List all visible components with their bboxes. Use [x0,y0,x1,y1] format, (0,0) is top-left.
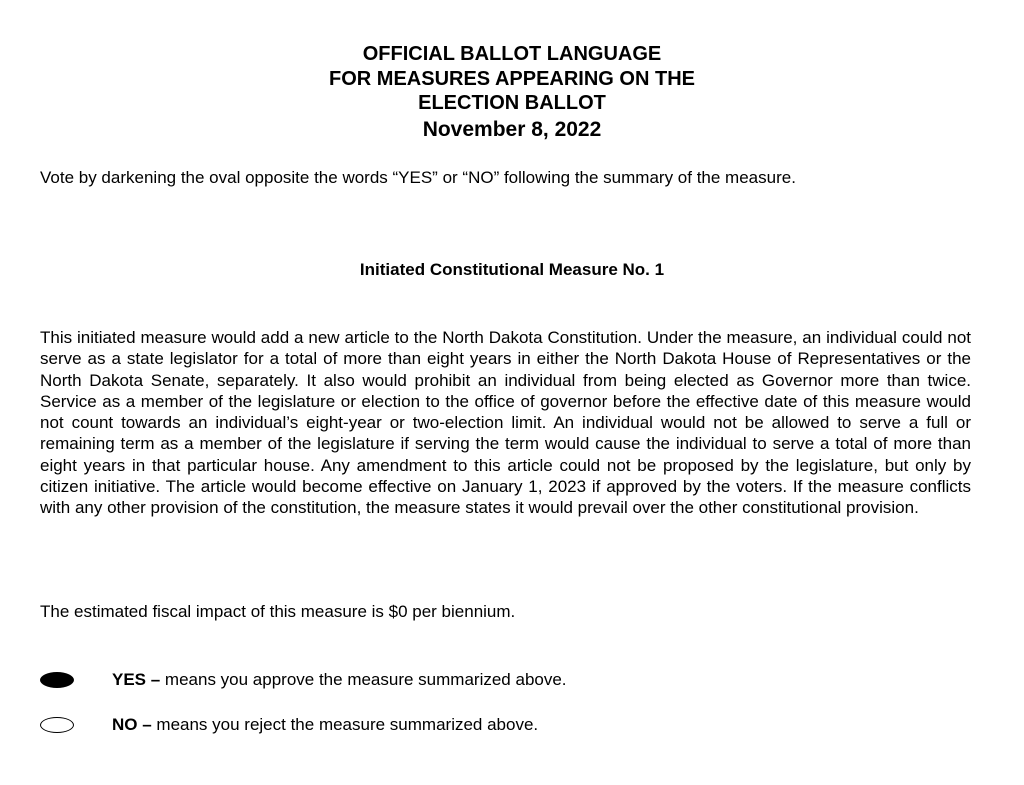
yes-oval[interactable] [40,672,74,688]
no-label: NO – [112,715,152,734]
header-line-2: FOR MEASURES APPEARING ON THE [329,67,695,90]
yes-option-text [112,669,567,691]
measure-title: Initiated Constitutional Measure No. 1 [359,260,665,279]
no-option[interactable] [40,714,740,738]
measure-summary: This initiated measure would add a new article to the North Dakota Constitution. Under the measure, an individual could not serve as a state legislator for a total of more than eight years in either the North Dakota House of Representatives or the North Dakota Senate, separately. It also would prohibit an individual from being elected as Governor more than twice. Service as a member of the legislature or election to the office of governor before the effective date of this measure would not count towards an individual’s eight-year or two-election limit. An individual would not be allowed to serve a full or remaining term as a member of the legislature if serving the term would cause the individual to serve a total of more than eight years in that particular house. Any amendment to this article could not be proposed by the legislature, but only by citizen initiative. The article would become effective on January 1, 2023 if approved by the voters. If the measure conflicts with any other provision of the constitution, the measure states it would prevail over the other constitutional provision. [40,328,971,518]
voting-instructions: Vote by darkening the oval opposite the words “YES” or “NO” following the summary of the measure. [40,168,796,187]
header-line-1: OFFICIAL BALLOT LANGUAGE [362,43,662,65]
no-option-text [112,714,538,736]
yes-option[interactable] [40,669,740,693]
no-oval[interactable] [40,717,74,733]
no-description: means you reject the measure summarized above. [151,715,539,734]
fiscal-impact: The estimated fiscal impact of this measure is $0 per biennium. [40,602,516,621]
ballot-header [0,42,1024,143]
header-line-3: ELECTION BALLOT [418,92,606,114]
yes-description: means you approve the measure summarized above. [160,670,567,689]
election-date: November 8, 2022 [422,117,602,141]
yes-label: YES – [112,670,161,689]
